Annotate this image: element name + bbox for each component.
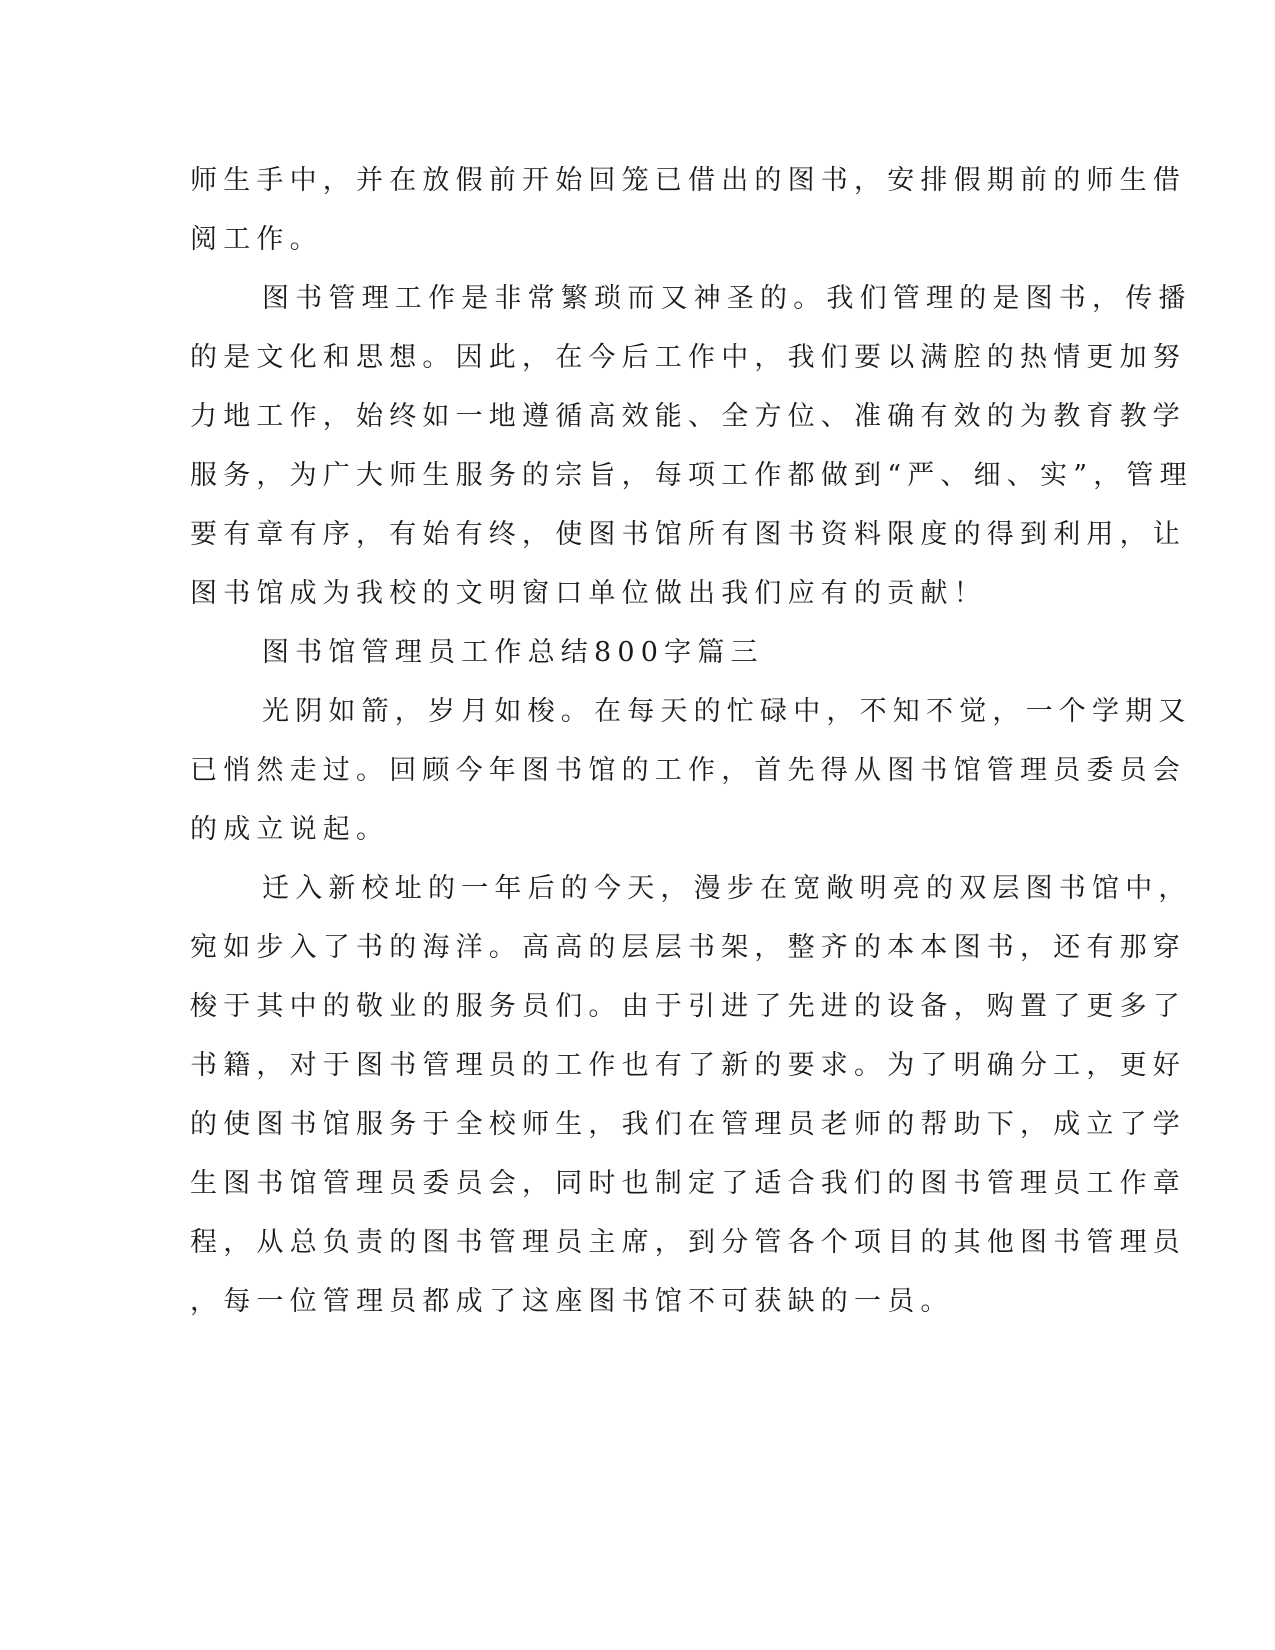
text-line: 宛如步入了书的海洋。高高的层层书架，整齐的本本图书，还有那穿 — [190, 932, 1186, 963]
text-line: 要有章有序，有始有终，使图书馆所有图书资料限度的得到利用，让 — [190, 519, 1186, 550]
section-heading: 图书馆管理员工作总结800字篇三 — [262, 637, 764, 668]
text-line: 阅工作。 — [190, 224, 323, 255]
text-line: 服务，为广大师生服务的宗旨，每项工作都做到“严、细、实”，管理 — [190, 460, 1193, 491]
text-line: 梭于其中的敬业的服务员们。由于引进了先进的设备，购置了更多了 — [190, 991, 1186, 1022]
paragraph-start: 图书管理工作是非常繁琐而又神圣的。我们管理的是图书，传播 — [262, 283, 1192, 314]
text-line: ，每一位管理员都成了这座图书馆不可获缺的一员。 — [190, 1286, 954, 1317]
paragraph-start: 迁入新校址的一年后的今天，漫步在宽敞明亮的双层图书馆中， — [262, 873, 1192, 904]
paragraph-start: 光阴如箭，岁月如梭。在每天的忙碌中，不知不觉，一个学期又 — [262, 696, 1192, 727]
text-line: 书籍，对于图书管理员的工作也有了新的要求。为了明确分工，更好 — [190, 1050, 1186, 1081]
text-line: 的成立说起。 — [190, 814, 390, 845]
text-line: 的使图书馆服务于全校师生，我们在管理员老师的帮助下，成立了学 — [190, 1109, 1186, 1140]
text-line: 师生手中，并在放假前开始回笼已借出的图书，安排假期前的师生借 — [190, 165, 1186, 196]
text-line: 图书馆成为我校的文明窗口单位做出我们应有的贡献！ — [190, 578, 987, 609]
text-line: 力地工作，始终如一地遵循高效能、全方位、准确有效的为教育教学 — [190, 401, 1186, 432]
text-line: 已悄然走过。回顾今年图书馆的工作，首先得从图书馆管理员委员会 — [190, 755, 1186, 786]
text-line: 的是文化和思想。因此，在今后工作中，我们要以满腔的热情更加努 — [190, 342, 1186, 373]
text-line: 程，从总负责的图书管理员主席，到分管各个项目的其他图书管理员 — [190, 1227, 1186, 1258]
text-line: 生图书馆管理员委员会，同时也制定了适合我们的图书管理员工作章 — [190, 1168, 1186, 1199]
